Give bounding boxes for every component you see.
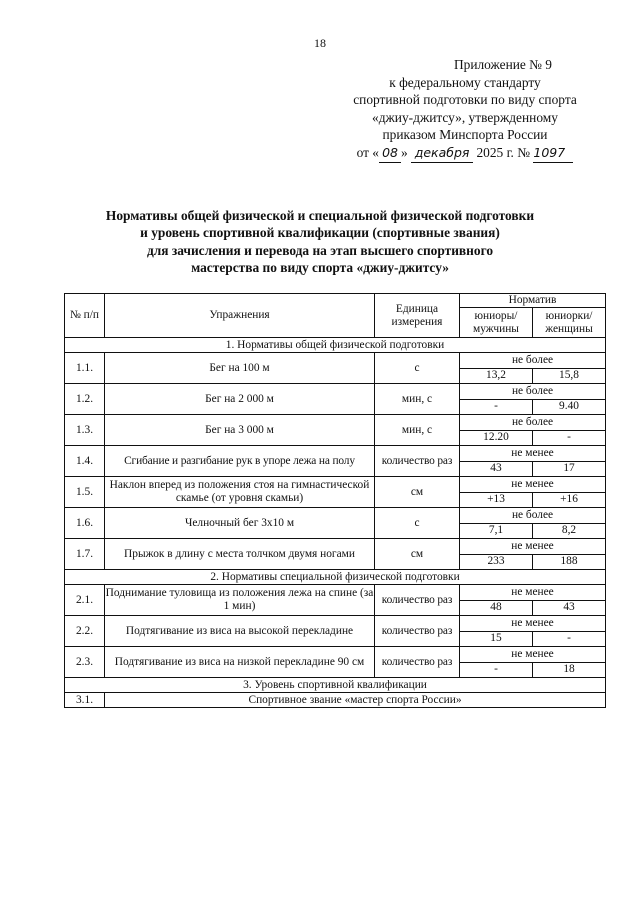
row-number: 1.4.: [65, 446, 105, 477]
value-boys: -: [460, 662, 533, 678]
section-title: 2. Нормативы специальной физической подготовки: [65, 570, 606, 585]
row-number: 1.6.: [65, 508, 105, 539]
unit: с: [375, 508, 460, 539]
order-date-line: от « 08 » декабря 2025 г. № 1097: [300, 144, 630, 163]
value-girls: 15,8: [533, 368, 606, 384]
value-boys: +13: [460, 492, 533, 508]
exercise-name: Прыжок в длину с места толчком двумя ногами: [105, 539, 375, 570]
appendix-title: Приложение № 9: [453, 57, 553, 72]
norm-condition: не более: [460, 508, 606, 524]
title-line-4: мастерства по виду спорта «джиу-джитсу»: [191, 260, 449, 276]
appendix-line-2: к федеральному стандарту: [389, 74, 541, 90]
unit: количество раз: [375, 446, 460, 477]
unit: мин, с: [375, 384, 460, 415]
row-number: 3.1.: [65, 693, 105, 708]
row-number: 1.3.: [65, 415, 105, 446]
document-title: [60, 207, 580, 277]
row-number: 1.5.: [65, 477, 105, 508]
appendix-line-5: приказом Минспорта России: [382, 127, 548, 143]
value-girls: 18: [533, 662, 606, 678]
title-line-1: Нормативы общей физической и специальной физической подготовки: [105, 208, 535, 223]
norm-condition: не менее: [460, 446, 606, 462]
unit: количество раз: [375, 585, 460, 616]
unit: см: [375, 477, 460, 508]
row-number: 2.3.: [65, 647, 105, 678]
header-girls: юниорки/ женщины: [533, 308, 606, 338]
row-number: 2.2.: [65, 616, 105, 647]
header-norm: Норматив: [460, 294, 606, 308]
norm-condition: не менее: [460, 647, 606, 663]
appendix-line-3: спортивной подготовки по виду спорта: [353, 92, 577, 108]
value-boys: 13,2: [460, 368, 533, 384]
norm-condition: не более: [460, 353, 606, 369]
unit: количество раз: [375, 647, 460, 678]
handwritten-order-number: 1097: [533, 144, 573, 163]
value-boys: 15: [460, 631, 533, 647]
section-title: 1. Нормативы общей физической подготовки: [65, 338, 606, 353]
norm-condition: не более: [460, 415, 606, 431]
unit: количество раз: [375, 616, 460, 647]
unit: с: [375, 353, 460, 384]
exercise-name: Сгибание и разгибание рук в упоре лежа на полу: [105, 446, 375, 477]
value-boys: 12.20: [460, 430, 533, 446]
unit: мин, с: [375, 415, 460, 446]
value-girls: -: [533, 430, 606, 446]
norm-condition: не более: [460, 384, 606, 400]
value-boys: 43: [460, 461, 533, 477]
exercise-name: Челночный бег 3х10 м: [105, 508, 375, 539]
row-number: 1.1.: [65, 353, 105, 384]
norm-condition: не менее: [460, 616, 606, 632]
exercise-name: Бег на 2 000 м: [105, 384, 375, 415]
exercise-name: Подтягивание из виса на низкой перекладине 90 см: [105, 647, 375, 678]
value-girls: -: [533, 631, 606, 647]
header-num: № п/п: [65, 294, 105, 338]
norm-condition: не менее: [460, 477, 606, 493]
handwritten-day: 08: [379, 144, 401, 163]
section-title: 3. Уровень спортивной квалификации: [65, 678, 606, 693]
value-girls: 17: [533, 461, 606, 477]
page-number: 18: [314, 36, 326, 50]
unit: см: [375, 539, 460, 570]
appendix-line-4: «джиу-джитсу», утвержденному: [372, 109, 558, 125]
value-boys: 7,1: [460, 523, 533, 539]
handwritten-month: декабря: [411, 144, 473, 163]
row-number: 1.7.: [65, 539, 105, 570]
exercise-name: Подтягивание из виса на высокой перекладине: [105, 616, 375, 647]
value-girls: 8,2: [533, 523, 606, 539]
value-girls: +16: [533, 492, 606, 508]
exercise-name: Бег на 3 000 м: [105, 415, 375, 446]
header-boys: юниоры/ мужчины: [460, 308, 533, 338]
row-number: 2.1.: [65, 585, 105, 616]
value-boys: -: [460, 399, 533, 415]
value-boys: 48: [460, 600, 533, 616]
header-unit: Единица измерения: [375, 294, 460, 338]
exercise-name: Наклон вперед из положения стоя на гимнастической скамье (от уровня скамьи): [105, 477, 375, 508]
value-girls: 43: [533, 600, 606, 616]
exercise-name: Бег на 100 м: [105, 353, 375, 384]
title-line-2: и уровень спортивной квалификации (спортивные звания): [140, 225, 500, 241]
value-girls: 9.40: [533, 399, 606, 415]
exercise-name: Поднимание туловища из положения лежа на спине (за 1 мин): [105, 585, 375, 616]
standards-table: [64, 293, 606, 708]
norm-condition: не менее: [460, 585, 606, 601]
norm-condition: не менее: [460, 539, 606, 555]
qualification-title: Спортивное звание «мастер спорта России»: [105, 693, 606, 708]
value-boys: 233: [460, 554, 533, 570]
appendix-block: [300, 56, 630, 163]
value-girls: 188: [533, 554, 606, 570]
row-number: 1.2.: [65, 384, 105, 415]
title-line-3: для зачисления и перевода на этап высшего спортивного: [146, 242, 494, 258]
header-exercise: Упражнения: [105, 294, 375, 338]
